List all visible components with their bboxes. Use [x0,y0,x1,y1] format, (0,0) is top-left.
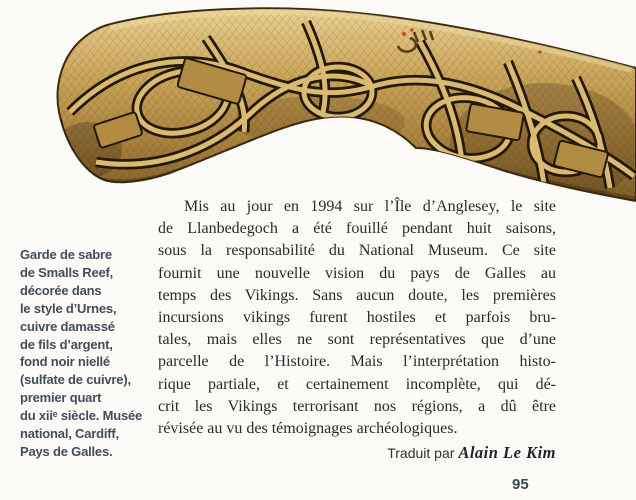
figure-caption [20,246,158,461]
caption-line: cuivre damassé [20,318,115,334]
artifact-photo [0,0,636,205]
article-line: crit les Vikings terrorisant nos régions, a dû être [158,397,556,415]
article-line: rique partiale, et certainement incomplète, qui dé- [158,375,556,393]
article-line: tales, mais elles ne sont représentatives que d’une [158,331,556,349]
page-number: 95 [512,476,529,493]
caption-line: fond noir niellé [20,354,110,370]
caption-line: du xiiᵉ siècle. Musée [20,408,143,424]
caption-line: (sulfate de cuivre), [20,372,131,388]
article-line: sous la responsabilité du National Museum. Ce site [158,242,556,260]
caption-line: le style d’Urnes, [20,300,117,316]
caption-line: de Smalls Reef, [20,264,114,280]
caption-line: Pays de Galles. [20,443,113,459]
caption-line: premier quart [20,390,102,406]
article-line: Mis au jour en 1994 sur l’Île d’Anglesey, le site [184,198,556,215]
caption-line: décorée dans [20,282,102,298]
caption-line: national, Cardiff, [20,426,119,442]
article-line: incursions vikings furent hostiles et parfois bru- [158,309,556,327]
translation-credit [158,442,556,465]
article-text [158,196,556,465]
article-line: révisée au vu des témoignages archéologiques. [158,420,458,438]
article-line: de Llanbedegoch a été fouillé pendant huit saisons, [158,220,556,238]
article-line: fournit une nouvelle vision du pays de Galles au [158,264,556,282]
caption-line: Garde de sabre [20,247,112,262]
credit-prefix: Traduit par [387,445,459,462]
urnes-ornament [40,0,636,205]
translator-name: Alain Le Kim [458,443,556,463]
article-line: parcelle de l’Histoire. Mais l’interprétation histo- [158,353,556,371]
article-line: temps des Vikings. Sans aucun doute, les premières [158,286,556,304]
caption-line: de fils d’argent, [20,336,113,352]
sword-guard-image [0,0,636,205]
article-paragraph [158,196,556,440]
